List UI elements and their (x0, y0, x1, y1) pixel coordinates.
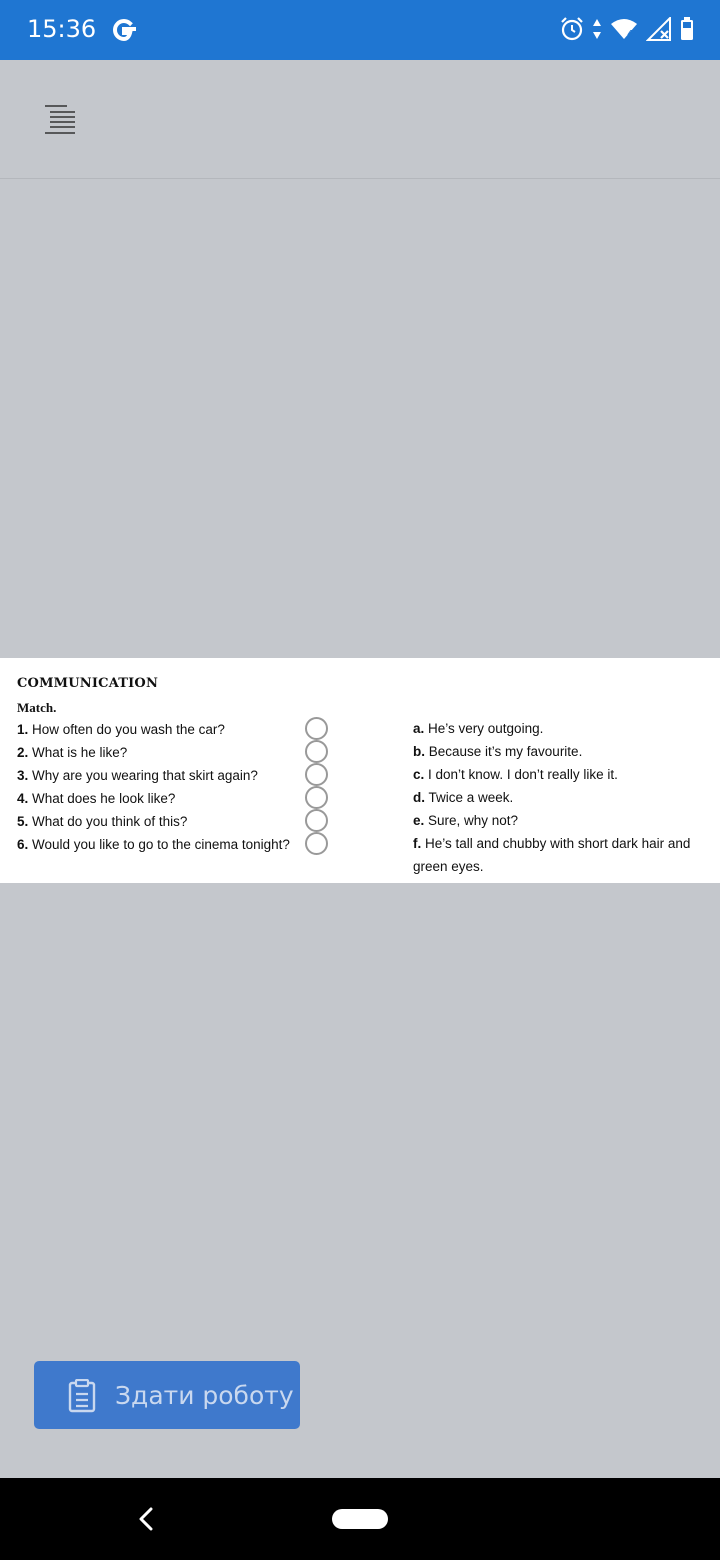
task-instruction: Match. (17, 700, 57, 715)
question-number: 4. (17, 791, 29, 806)
submit-work-label: Здати роботу (115, 1381, 294, 1410)
home-pill-button[interactable] (332, 1509, 388, 1529)
question-item (17, 791, 175, 806)
answer-text: He’s very outgoing. (424, 721, 544, 736)
question-item (17, 837, 290, 852)
answer-circle-4[interactable] (305, 786, 328, 809)
answer-item (413, 786, 708, 809)
answer-letter: d. (413, 790, 425, 805)
status-bar (0, 0, 720, 60)
data-arrows-icon (592, 18, 602, 40)
google-icon (110, 16, 138, 44)
answer-text: He’s tall and chubby with short dark hair and green eyes. (413, 836, 691, 874)
signal-icon (646, 17, 672, 41)
answer-letter: c. (413, 767, 425, 782)
answer-letter: a. (413, 721, 425, 736)
wifi-badge: 4 (627, 29, 634, 40)
answer-item (413, 740, 708, 763)
system-nav-bar (0, 1478, 720, 1560)
toolbar (0, 60, 720, 179)
question-item (17, 745, 127, 760)
answer-circle-3[interactable] (305, 763, 328, 786)
text-align-menu-icon[interactable] (40, 102, 80, 136)
answer-text: Sure, why not? (424, 813, 519, 828)
answer-letter: e. (413, 813, 425, 828)
battery-icon (680, 17, 694, 41)
answer-letter: f. (413, 836, 422, 851)
answer-circle-6[interactable] (305, 832, 328, 855)
wifi-icon (610, 17, 638, 41)
answer-circle-5[interactable] (305, 809, 328, 832)
question-text: What do you think of this? (28, 814, 188, 829)
question-item (17, 722, 225, 737)
alarm-icon (560, 16, 584, 42)
question-item (17, 768, 258, 783)
task-card (0, 658, 720, 883)
answer-text: Because it’s my favourite. (425, 744, 583, 759)
answer-letter: b. (413, 744, 425, 759)
question-number: 6. (17, 837, 29, 852)
back-icon[interactable] (132, 1503, 162, 1535)
question-number: 5. (17, 814, 29, 829)
question-item (17, 814, 187, 829)
question-number: 1. (17, 722, 29, 737)
answer-item (413, 809, 708, 832)
answer-circle-2[interactable] (305, 740, 328, 763)
status-time: 15:36 (27, 15, 97, 43)
question-text: Would you like to go to the cinema tonight? (28, 837, 290, 852)
answer-text: I don’t know. I don’t really like it. (424, 767, 618, 782)
question-text: How often do you wash the car? (28, 722, 225, 737)
question-text: What is he like? (28, 745, 128, 760)
question-number: 3. (17, 768, 29, 783)
task-title: COMMUNICATION (17, 676, 159, 691)
question-text: What does he look like? (28, 791, 176, 806)
answer-item (413, 763, 708, 786)
clipboard-icon (68, 1379, 96, 1413)
submit-work-button[interactable] (34, 1361, 300, 1429)
answer-item (413, 717, 708, 740)
answer-text: Twice a week. (425, 790, 514, 805)
question-number: 2. (17, 745, 29, 760)
answer-circle-1[interactable] (305, 717, 328, 740)
question-text: Why are you wearing that skirt again? (28, 768, 258, 783)
answer-item (413, 832, 708, 878)
